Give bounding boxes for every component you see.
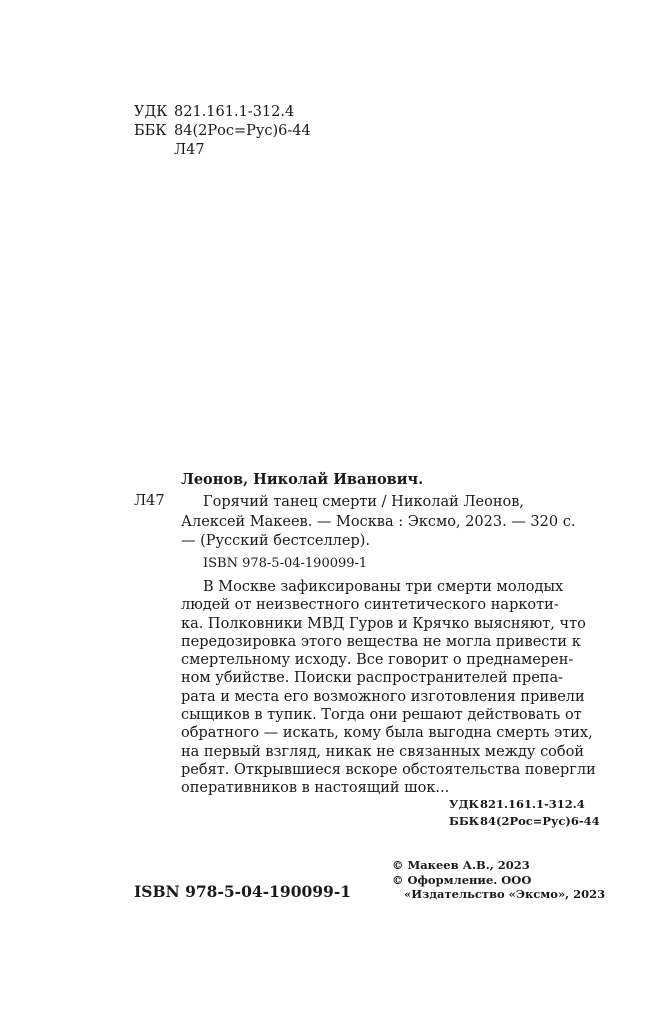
udk-value-bottom: 821.161.1-312.4 — [480, 797, 585, 811]
copyright-line-publisher: «Издательство «Эксмо», 2023 — [404, 887, 606, 901]
annotation-line: ка. Полковники МВД Гуров и Крячко выясняют, что — [181, 615, 586, 632]
annotation-line: передозировка этого вещества не могла привести к — [181, 633, 581, 650]
copyright-line-design: © Оформление. ООО — [392, 872, 532, 887]
annotation-line: ребят. Открывшиеся вскоре обстоятельства повергли — [181, 761, 596, 778]
author-mark-top — [134, 141, 311, 160]
udk-label-bottom: УДК — [449, 797, 480, 811]
udk-row — [134, 103, 311, 122]
record-description: Горячий танец смерти / Николай Леонов, Алексей Макеев. — Москва : Эксмо, 2023. — 320 с. — (Русский бестселлер). — [181, 494, 576, 549]
annotation-line: ном убийстве. Поиски распространителей препа- — [181, 670, 563, 687]
annotation-line: смертельному исходу. Все говорит о преднамерен- — [181, 652, 574, 669]
record-author-mark: Л47 — [134, 493, 165, 509]
udk-label: УДК — [134, 104, 168, 120]
bbk-row-bottom — [449, 813, 600, 830]
classification-bottom — [449, 796, 600, 830]
bbk-value-bottom: 84(2Рос=Рус)6-44 — [480, 814, 600, 828]
annotation-line: рата и места его возможного изготовления привели — [181, 688, 585, 705]
copyright-block — [392, 858, 605, 902]
bbk-value: 84(2Рос=Рус)6-44 — [174, 123, 311, 139]
annotation-line: оперативников в настоящий шок... — [181, 780, 450, 797]
bbk-label: ББК — [134, 123, 167, 139]
annotation-line: сыщиков в тупик. Тогда они решают действовать от — [181, 707, 582, 724]
bbk-row — [134, 122, 311, 141]
annotation-line: обратного — искать, кому была выгодна смерть этих, — [181, 725, 593, 742]
annotation-line: на первый взгляд, никак не связанных между собой — [181, 743, 585, 760]
author-mark-value: Л47 — [174, 142, 205, 158]
record-isbn: ISBN 978-5-04-190099-1 — [203, 556, 368, 571]
udk-value: 821.161.1-312.4 — [174, 104, 295, 120]
bbk-label-bottom: ББК — [449, 814, 480, 828]
record-author: Леонов, Николай Иванович. — [181, 471, 424, 488]
annotation — [181, 578, 596, 798]
classification-top — [134, 103, 311, 160]
copyright-line-author: © Макеев А.В., 2023 — [392, 858, 530, 872]
isbn-bottom: ISBN 978-5-04-190099-1 — [134, 882, 352, 901]
udk-row-bottom — [449, 796, 600, 813]
annotation-line: В Москве зафиксированы три смерти молодых — [203, 579, 564, 595]
annotation-line: людей от неизвестного синтетического наркоти- — [181, 597, 559, 614]
